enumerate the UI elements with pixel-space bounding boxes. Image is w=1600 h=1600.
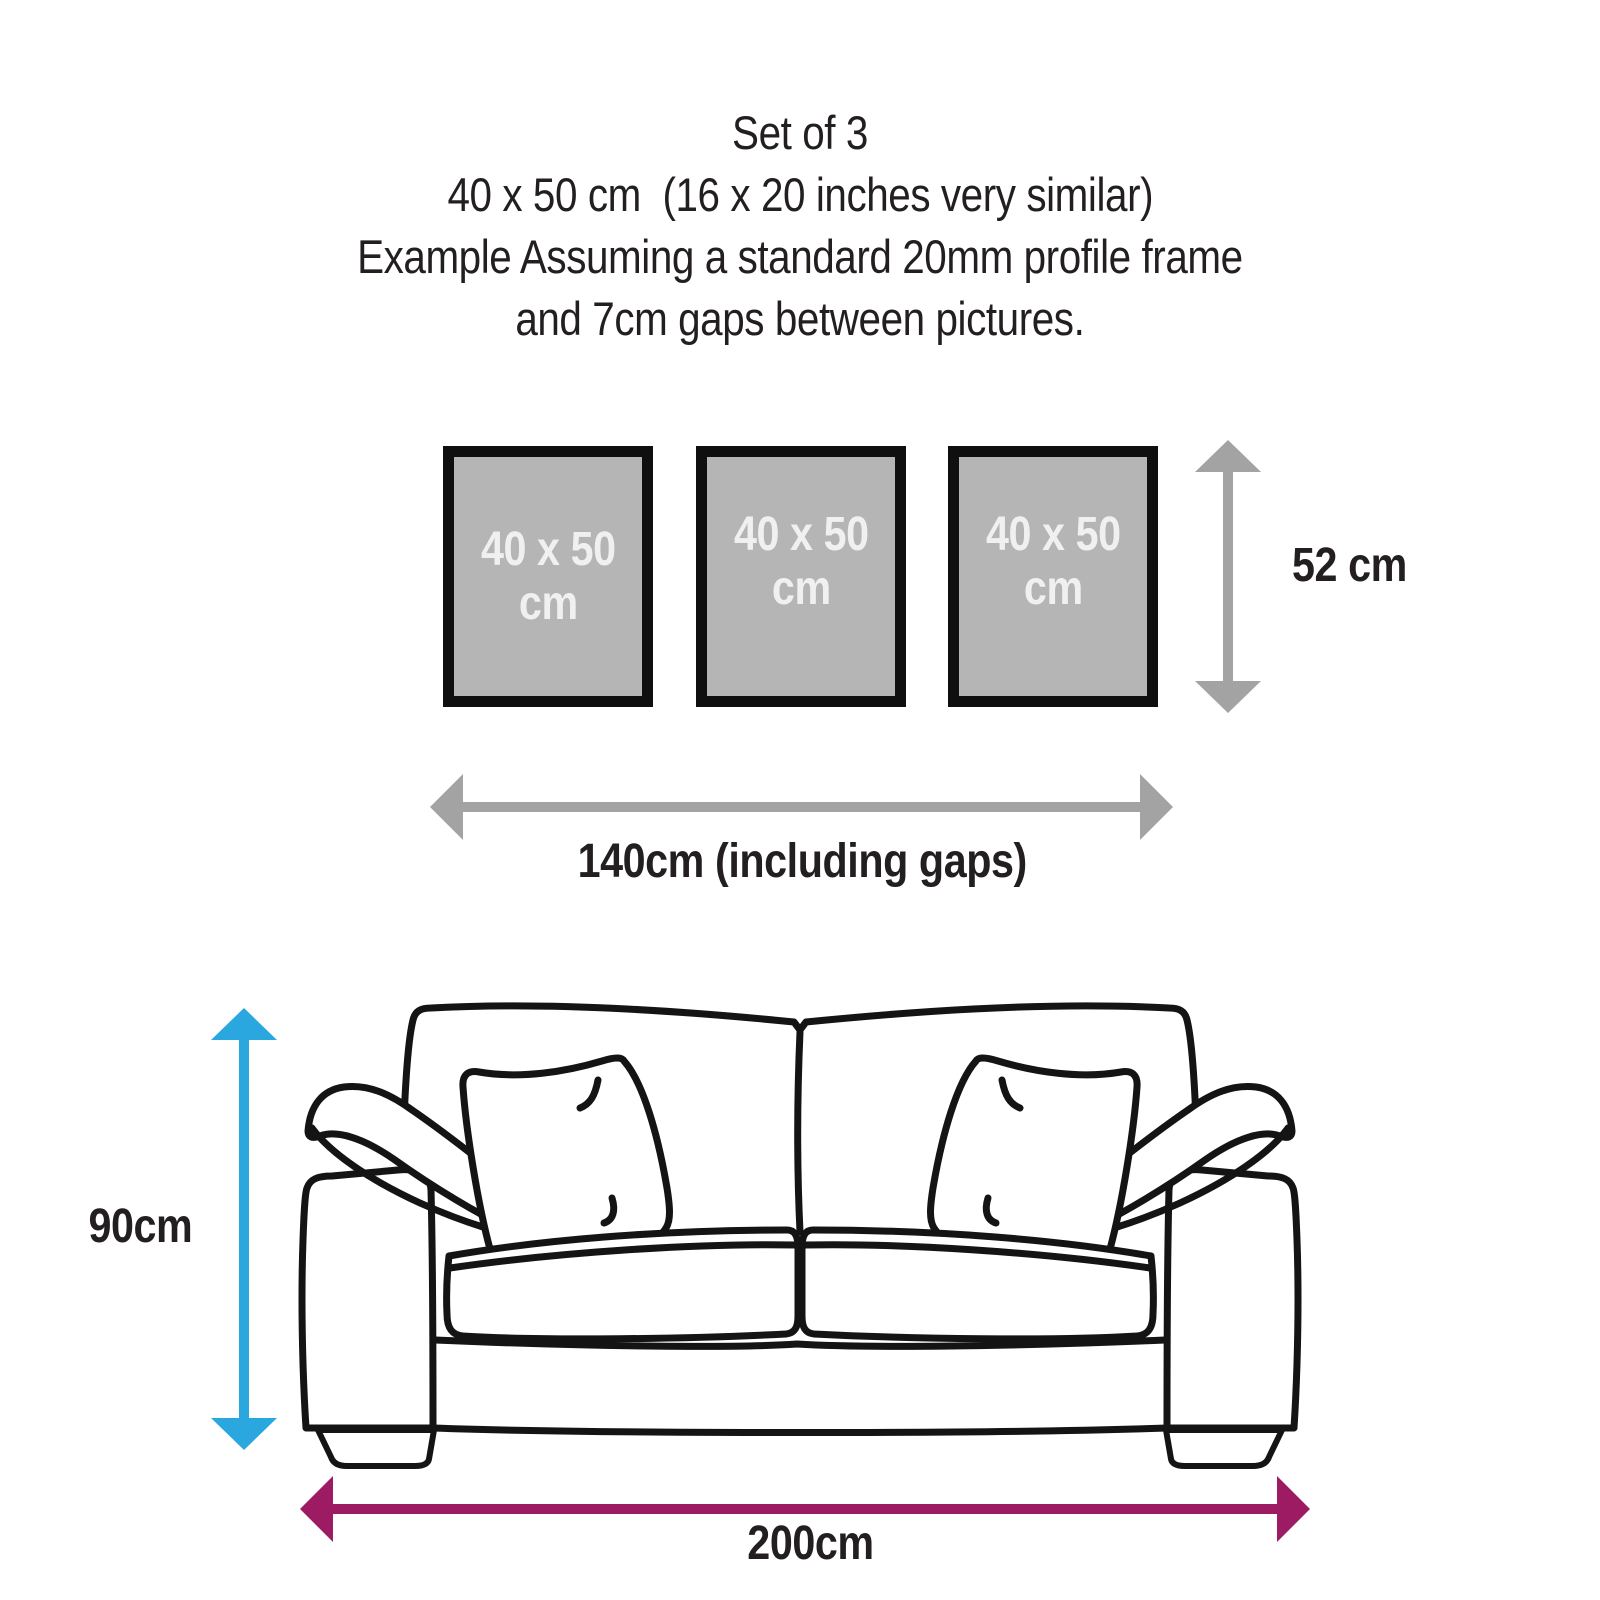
title-block (0, 102, 1600, 350)
set-width-label: 140cm (including gaps) (577, 835, 1027, 888)
set-height-arrow (1195, 440, 1261, 713)
set-width-arrow (430, 774, 1173, 840)
frame-size-label: 40 x 50 cm (985, 507, 1121, 615)
arrowhead-down-icon (1195, 681, 1261, 713)
title-line-1: Set of 3 (732, 106, 868, 159)
arrowhead-down-icon (211, 1418, 277, 1450)
sofa-right-leg (1166, 1430, 1282, 1466)
sofa-width-label: 200cm (746, 1517, 874, 1570)
arrow-shaft (324, 1504, 1286, 1514)
sofa-back-split-line (798, 1032, 800, 1232)
sofa-height-label: 90cm (88, 1200, 192, 1253)
title-line-3: Example Assuming a standard 20mm profile frame (357, 230, 1243, 283)
picture-frame-3 (948, 446, 1158, 707)
left-throw-pillow (463, 1058, 670, 1251)
arrowhead-right-icon (1140, 774, 1173, 840)
sofa-left-arm (302, 1170, 433, 1428)
title-line-2: 40 x 50 cm (16 x 20 inches very similar) (447, 168, 1153, 221)
sofa-right-arm (1167, 1170, 1298, 1428)
right-throw-pillow (931, 1058, 1138, 1251)
sofa-left-leg (318, 1430, 434, 1466)
set-height-label: 52 cm (1292, 539, 1407, 592)
sofa-bottom-edge (433, 1428, 1167, 1433)
picture-frame-2 (696, 446, 906, 707)
frame-size-label: 40 x 50 cm (733, 507, 869, 615)
frame-size-label: 40 x 50 cm (480, 522, 616, 630)
sofa-base-seam (435, 1340, 1165, 1346)
title-line-4: and 7cm gaps between pictures. (515, 292, 1085, 345)
arrow-shaft (1223, 462, 1233, 691)
picture-frame-1 (443, 446, 653, 707)
arrow-shaft (239, 1030, 249, 1428)
arrowhead-right-icon (1277, 1476, 1310, 1542)
arrow-shaft (454, 802, 1149, 812)
